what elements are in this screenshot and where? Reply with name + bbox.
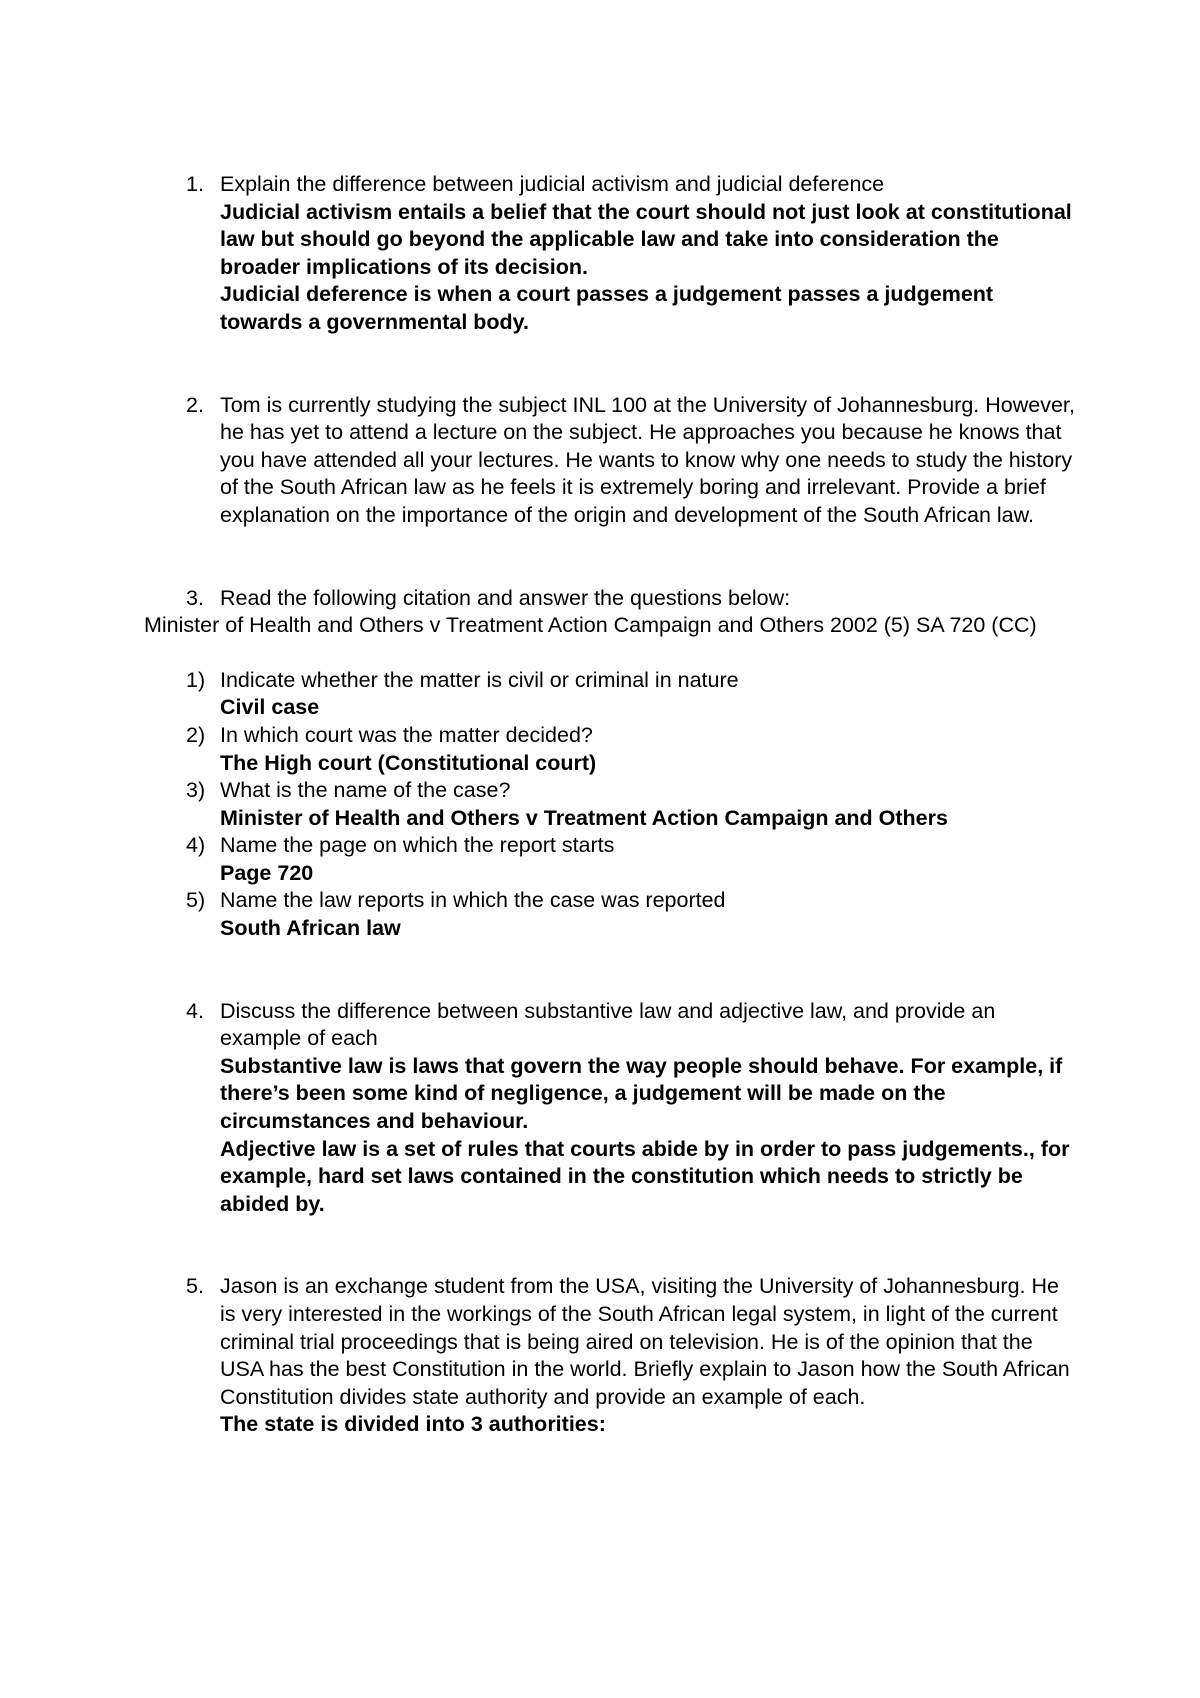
sub-question-3 xyxy=(146,777,1076,832)
sub-question-prompt: In which court was the matter decided? xyxy=(220,722,593,747)
sub-question-prompt: Indicate whether the matter is civil or criminal in nature xyxy=(220,667,739,692)
question-3 xyxy=(146,585,1076,613)
answer-text: Judicial activism entails a belief that the court should not just look at constitutional law but should go beyond the applicable law and take into consideration the broader implications of its decision. xyxy=(220,199,1072,279)
sub-question-prompt: Name the law reports in which the case was reported xyxy=(220,888,726,913)
case-citation: Minister of Health and Others v Treatment Action Campaign and Others 2002 (5) SA 720 (CC) xyxy=(144,613,1037,638)
question-number: 3. xyxy=(186,585,204,610)
sub-question-answer: The High court (Constitutional court) xyxy=(220,750,597,775)
question-2 xyxy=(146,392,1076,530)
sub-question-1 xyxy=(146,667,1076,722)
sub-question-answer: South African law xyxy=(220,916,401,941)
answer-text: Adjective law is a set of rules that courts abide by in order to pass judgements., for example, hard set laws contained in the constitution which needs to strictly be abided by. xyxy=(220,1136,1070,1216)
question-prompt: Explain the difference between judicial activism and judicial deference xyxy=(220,172,885,196)
sub-question-prompt: What is the name of the case? xyxy=(220,778,511,803)
question-prompt: Read the following citation and answer the questions below: xyxy=(220,585,791,610)
question-number: 2. xyxy=(186,392,204,417)
sub-question-prompt: Name the page on which the report starts xyxy=(220,833,615,858)
sub-question-answer: Minister of Health and Others v Treatment Action Campaign and Others xyxy=(220,805,948,830)
answer-text: The state is divided into 3 authorities: xyxy=(220,1412,606,1437)
question-prompt: Tom is currently studying the subject INL 100 at the University of Johannesburg. However, he has yet to attend a lecture on the subject. He approaches you because he knows that you have attended all your lectures. He wants to know why one needs to study the history of the South African law as he feels it is extremely boring and irrelevant. Provide a brief explanation on the importance of the origin and development of the South African law. xyxy=(220,392,1075,527)
sub-question-4 xyxy=(146,832,1076,887)
question-number: 4. xyxy=(186,998,204,1023)
question-4 xyxy=(146,998,1076,1219)
sub-question-answer: Page 720 xyxy=(220,860,314,885)
sub-question-number: 1) xyxy=(186,667,206,692)
sub-question-2 xyxy=(146,722,1076,777)
document-body xyxy=(146,171,1076,1439)
sub-question-answer: Civil case xyxy=(220,695,320,720)
question-number: 1. xyxy=(186,172,204,196)
sub-question-number: 4) xyxy=(186,833,206,858)
sub-question-number: 5) xyxy=(186,888,206,913)
question-1 xyxy=(146,171,1076,337)
question-5 xyxy=(146,1273,1076,1439)
question-prompt: Jason is an exchange student from the USA, visiting the University of Johannesburg. He is very interested in the workings of the South African legal system, in light of the current criminal trial proceedings that is being aired on television. He is of the opinion that the USA has the best Constitution in the world. Briefly explain to Jason how the South African Constitution divides state authority and provide an example of each. xyxy=(220,1274,1070,1409)
answer-text: Substantive law is laws that govern the way people should behave. For example, if there’s been some kind of negligence, a judgement will be made on the circumstances and behaviour. xyxy=(220,1053,1063,1134)
sub-question-number: 3) xyxy=(186,778,206,803)
answer-text: Judicial deference is when a court passes a judgement passes a judgement towards a governmental body. xyxy=(220,282,994,334)
question-number: 5. xyxy=(186,1274,204,1299)
question-prompt: Discuss the difference between substantive law and adjective law, and provide an example of each xyxy=(220,998,996,1051)
sub-question-5 xyxy=(146,887,1076,942)
sub-question-number: 2) xyxy=(186,722,206,747)
